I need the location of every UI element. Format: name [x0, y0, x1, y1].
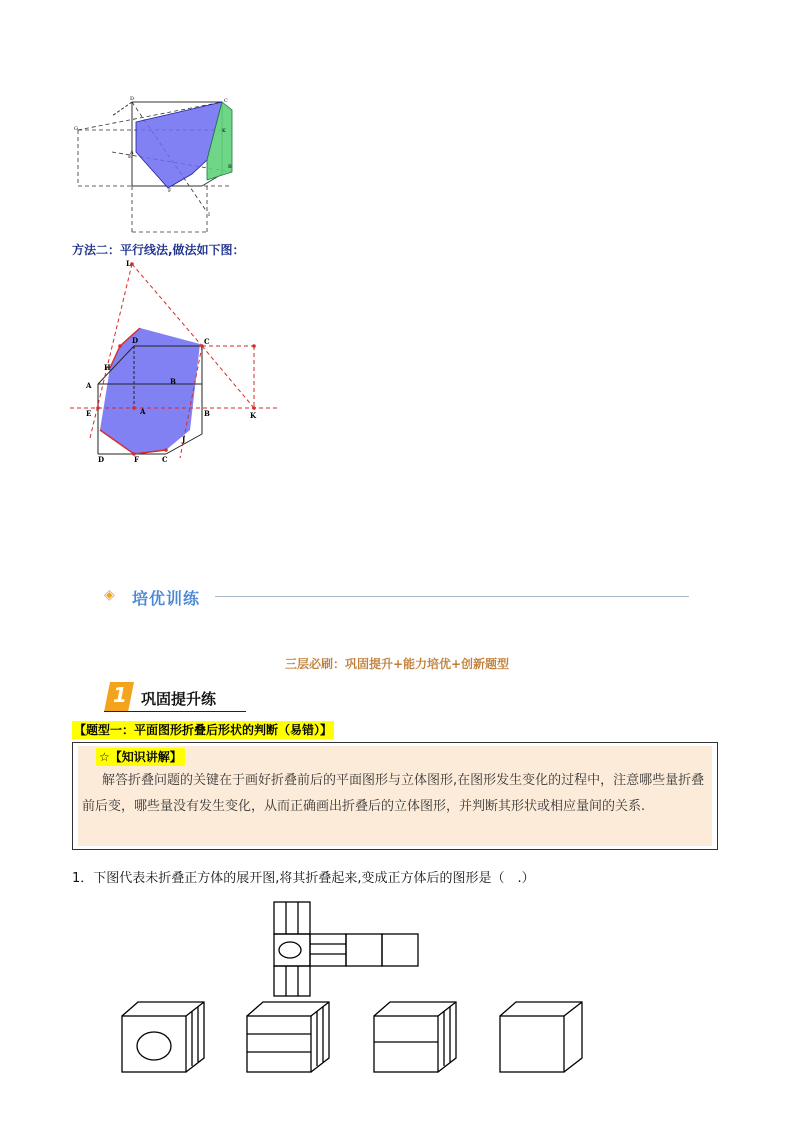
figure-2-label: E	[86, 409, 92, 418]
figure-2-label: F	[134, 455, 139, 464]
banner-arrow-icon: ◈	[104, 587, 115, 603]
figure-2-label: L	[126, 259, 131, 268]
figure-2-label: J	[182, 435, 186, 444]
figure-1-label: G	[74, 126, 78, 132]
figure-2-parallel-line-method	[70, 258, 290, 468]
figure-2-label: B	[204, 409, 210, 418]
section-banner-title: 培优训练	[132, 589, 201, 608]
banner-divider	[215, 596, 689, 597]
option-cube-b	[245, 1000, 335, 1074]
figure-1-label: F	[168, 188, 172, 194]
figure-1-label: A	[130, 150, 134, 156]
figure-2-label: C	[204, 337, 210, 346]
star-icon: ☆	[99, 750, 110, 764]
knowledge-text: 解答折叠问题的关键在于画好折叠前后的平面图形与立体图形,在图形发生变化的过程中，注意哪些量折叠前后变，哪些量没有发生变化，从而正确画出折叠后的立体图形，并判断其形状或相应量间的关系.	[82, 773, 705, 814]
figure-2-label: D	[132, 336, 139, 345]
topic-label: 【题型一：平面图形折叠后形状的判断（易错）】	[74, 723, 333, 737]
figure-1-label: K	[222, 128, 226, 134]
figure-1-label: I	[208, 212, 210, 218]
figure-2-label: B	[170, 377, 176, 386]
figure-1-cube-section	[72, 92, 242, 237]
figure-1-label: C	[224, 98, 228, 104]
option-cube-a	[120, 1000, 210, 1074]
figure-2-label: C	[162, 455, 168, 464]
level-underline	[104, 711, 246, 712]
figure-1-label: D	[130, 96, 135, 102]
knowledge-heading-text: 【知识讲解】	[109, 750, 182, 764]
option-cube-d	[498, 1000, 588, 1074]
figure-2-label: H	[104, 363, 111, 372]
figure-2-label: D	[98, 455, 105, 464]
figure-1-label: B	[228, 164, 232, 170]
method-2-heading: 方法二：平行线法,做法如下图：	[72, 243, 245, 257]
cube-net	[272, 902, 420, 998]
figure-2-label: A	[140, 407, 146, 416]
option-cube-c	[372, 1000, 462, 1074]
level-number: 1	[113, 683, 127, 707]
figure-2-label: K	[250, 411, 257, 420]
section-subtitle: 三层必刷：巩固提升+能力培优+创新题型	[284, 657, 510, 671]
figure-2-label: A	[86, 381, 92, 390]
level-title: 巩固提升练	[141, 690, 217, 708]
question-1: 1．下图代表未折叠正方体的展开图,将其折叠起来,变成正方体后的图形是（ .）	[72, 871, 535, 886]
knowledge-heading	[96, 748, 185, 766]
figure-1-label: E	[128, 154, 132, 160]
